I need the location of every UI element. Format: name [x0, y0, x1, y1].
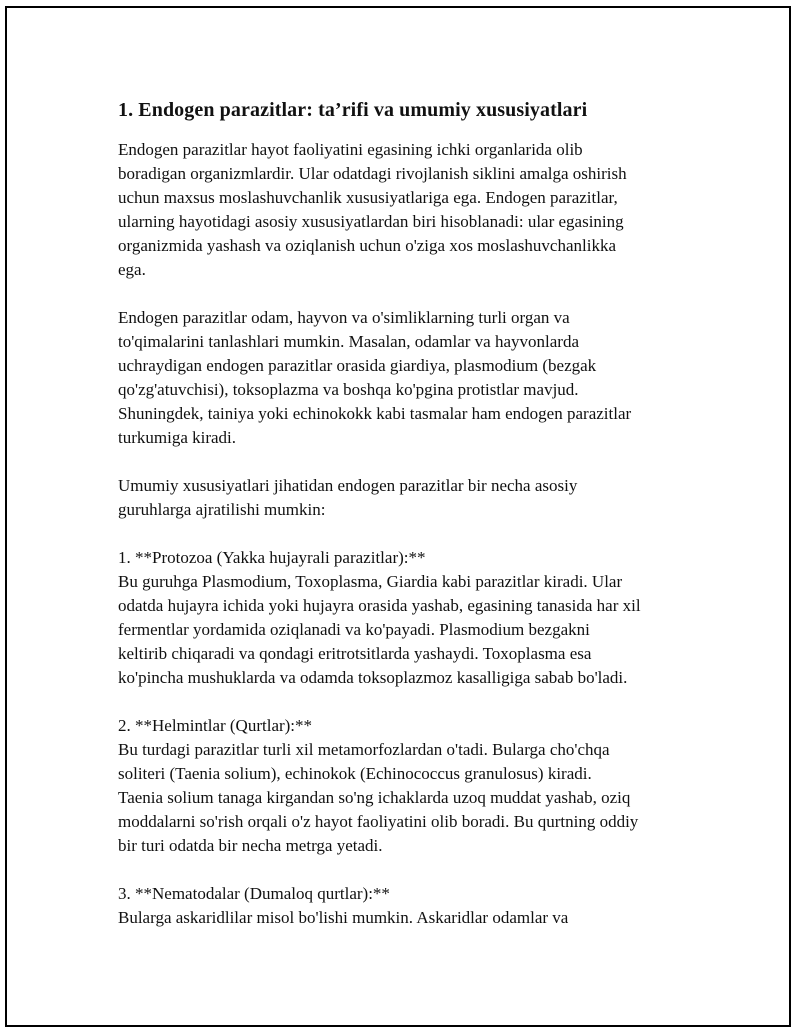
- list-item-protozoa: [118, 546, 698, 690]
- paragraph-examples: Endogen parazitlar odam, hayvon va o'simliklarning turli organ va to'qimalarini tanlashlari mumkin. Masalan, odamlar va hayvonlarda uchraydigan endogen parazitlar orasida giardiya, plasmodium (bezgak qo'zg'atuvchisi), toksoplazma va boshqa ko'pgina protistlar mavjud. Shuningdek, tainiya yoki echinokokk kabi tasmalar ham endogen parazitlar turkumiga kiradi.: [118, 308, 632, 447]
- paragraph-gap: [118, 522, 698, 546]
- paragraph-gap: [118, 282, 698, 306]
- page-frame: [5, 6, 791, 1027]
- list-item-body: Bularga askaridlilar misol bo'lishi mumkin. Askaridlar odamlar va: [118, 908, 569, 927]
- paragraph-groups-intro: Umumiy xususiyatlari jihatidan endogen parazitlar bir necha asosiy guruhlarga ajratilishi mumkin:: [118, 476, 578, 519]
- list-item-helmintlar: [118, 714, 698, 858]
- list-item-heading: 2. **Helmintlar (Qurtlar):**: [118, 716, 313, 735]
- document-body: [118, 96, 698, 930]
- list-item-nematodalar: [118, 882, 698, 930]
- paragraph-gap: [118, 858, 698, 882]
- list-item-heading: 3. **Nematodalar (Dumaloq qurtlar):**: [118, 884, 390, 903]
- paragraph-gap: [118, 690, 698, 714]
- list-item-heading: 1. **Protozoa (Yakka hujayrali parazitlar):**: [118, 548, 426, 567]
- list-item-body: Bu guruhga Plasmodium, Toxoplasma, Giardia kabi parazitlar kiradi. Ular odatda hujayra ichida yoki hujayra orasida yashab, egasining tanasida har xil fermentlar yordamida oziqlanadi va ko'payadi. Plasmodium bezgakni keltirib chiqaradi va qondagi eritrotsitlarda yashaydi. Toxoplasma esa ko'pincha mushuklarda va odamda toksoplazmoz kasalligiga sabab bo'ladi.: [118, 572, 641, 687]
- paragraph-definition: Endogen parazitlar hayot faoliyatini egasining ichki organlarida olib boradigan organizmlardir. Ular odatdagi rivojlanish siklini amalga oshirish uchun maxsus moslashuvchanlik xususiyatlariga ega. Endogen parazitlar, ularning hayotidagi asosiy xususiyatlardan biri hisoblanadi: ular egasining organizmida yashash va oziqlanish uchun o'ziga xos moslashuvchanlikka ega.: [118, 140, 627, 279]
- paragraph-gap: [118, 450, 698, 474]
- list-item-body: Bu turdagi parazitlar turli xil metamorfozlardan o'tadi. Bularga cho'chqa soliteri (Taenia solium), echinokok (Echinococcus granulosus) kiradi. Taenia solium tanaga kirgandan so'ng ichaklarda uzoq muddat yashab, oziq moddalarni so'rish orqali o'z hayot faoliyatini olib boradi. Bu qurtning oddiy bir turi odatda bir necha metrga yetadi.: [118, 740, 639, 855]
- section-title: 1. Endogen parazitlar: ta’rifi va umumiy xususiyatlari: [118, 99, 588, 121]
